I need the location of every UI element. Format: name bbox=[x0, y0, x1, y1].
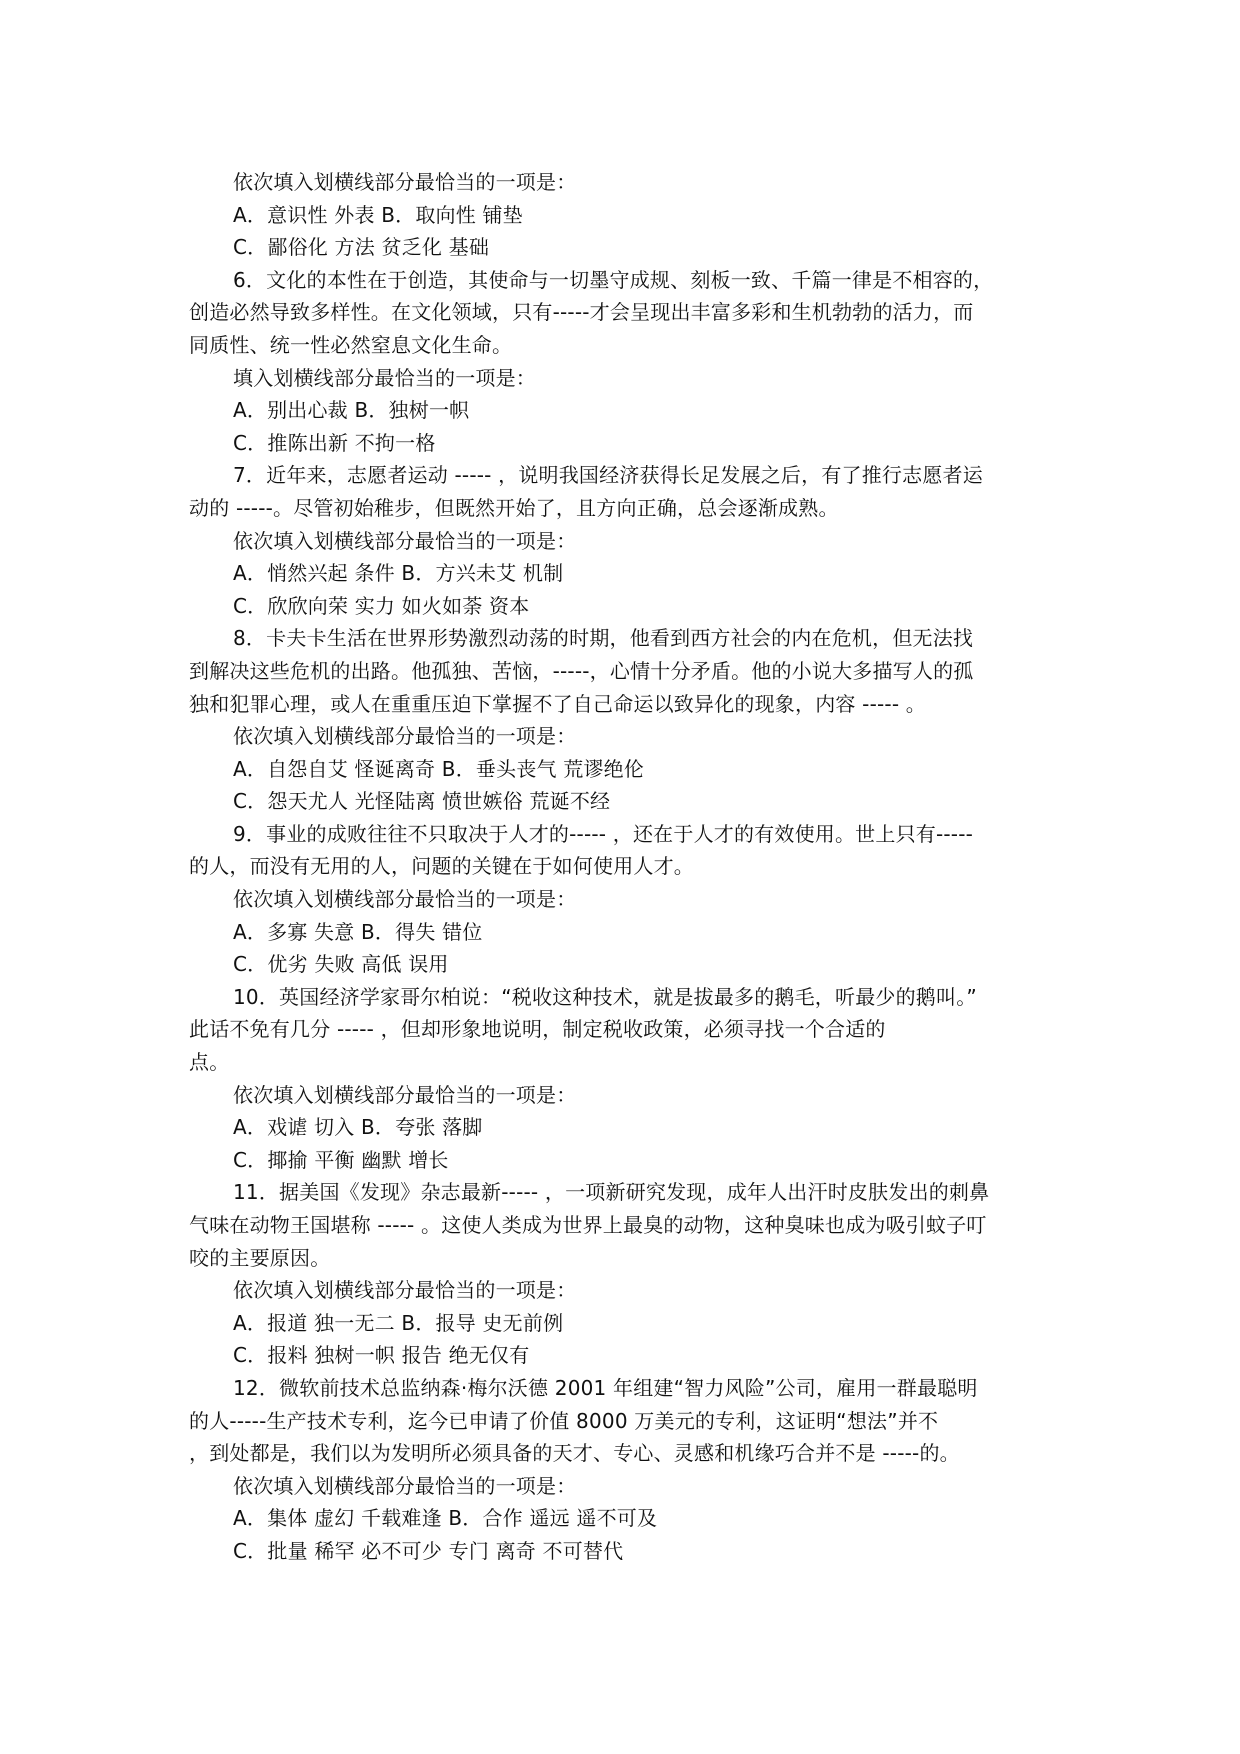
text-line: 填入划横线部分最恰当的一项是： bbox=[233, 365, 536, 390]
text-line: A．悄然兴起 条件 B．方兴未艾 机制 bbox=[233, 561, 564, 586]
text-line: 到解决这些危机的出路。他孤独、苦恼，-----，心情十分矛盾。他的小说大多描写人的孤 bbox=[189, 658, 974, 683]
text-line: 依次填入划横线部分最恰当的一项是： bbox=[233, 1082, 577, 1107]
text-line: 动的 -----。尽管初始稚步，但既然开始了，且方向正确，总会逐渐成熟。 bbox=[189, 495, 839, 520]
text-line: ，到处都是，我们以为发明所必须具备的天才、专心、灵感和机缘巧合并不是 -----的。 bbox=[189, 1441, 960, 1466]
text-line: C．推陈出新 不拘一格 bbox=[233, 430, 436, 455]
text-line: 同质性、统一性必然窒息文化生命。 bbox=[189, 332, 513, 357]
text-line: C．批量 稀罕 必不可少 专门 离奇 不可替代 bbox=[233, 1538, 624, 1563]
text-line: A．意识性 外表 B．取向性 铺垫 bbox=[233, 202, 523, 227]
text-line: A．集体 虚幻 千载难逢 B．合作 遥远 遥不可及 bbox=[233, 1506, 658, 1531]
text-line: 独和犯罪心理，或人在重重压迫下掌握不了自己命运以致异化的现象，内容 ----- 。 bbox=[189, 691, 926, 716]
text-line: C．报料 独树一帜 报告 绝无仅有 bbox=[233, 1343, 530, 1368]
text-line: C．揶揄 平衡 幽默 增长 bbox=[233, 1147, 449, 1172]
text-line: C．鄙俗化 方法 贫乏化 基础 bbox=[233, 235, 490, 260]
text-line: 10．英国经济学家哥尔柏说：“税收这种技术，就是拔最多的鹅毛，听最少的鹅叫。” bbox=[233, 984, 977, 1009]
text-line: 依次填入划横线部分最恰当的一项是： bbox=[233, 1473, 577, 1498]
text-line: 依次填入划横线部分最恰当的一项是： bbox=[233, 887, 577, 912]
text-line: 12．微软前技术总监纳森·梅尔沃德 2001 年组建“智力风险”公司，雇用一群最聪明 bbox=[233, 1375, 978, 1400]
text-line: A．戏谑 切入 B．夸张 落脚 bbox=[233, 1115, 483, 1140]
text-line: C．怨天尤人 光怪陆离 愤世嫉俗 荒诞不经 bbox=[233, 789, 611, 814]
text-line: C．优劣 失败 高低 误用 bbox=[233, 952, 449, 977]
text-line: 此话不免有几分 ----- ，但却形象地说明，制定税收政策，必须寻找一个合适的 bbox=[189, 1017, 886, 1042]
text-line: 的人，而没有无用的人，问题的关键在于如何使用人才。 bbox=[189, 854, 694, 879]
text-line: 11．据美国《发现》杂志最新----- ，一项新研究发现，成年人出汗时皮肤发出的刺鼻 bbox=[233, 1180, 990, 1205]
text-line: 依次填入划横线部分最恰当的一项是： bbox=[233, 528, 577, 553]
text-line: 依次填入划横线部分最恰当的一项是： bbox=[233, 170, 577, 194]
text-line: A．多寡 失意 B．得失 错位 bbox=[233, 919, 483, 944]
text-line: 的人-----生产技术专利，迄今已申请了价值 8000 万美元的专利，这证明“想法”并不 bbox=[189, 1408, 939, 1433]
text-line: 气味在动物王国堪称 ----- 。这使人类成为世界上最臭的动物，这种臭味也成为吸引蚊子叮 bbox=[189, 1213, 987, 1237]
text-line: 9．事业的成败往往不只取决于人才的----- ，还在于人才的有效使用。世上只有----- bbox=[233, 821, 974, 846]
document-page bbox=[189, 166, 1055, 1568]
text-line: A．报道 独一无二 B．报导 史无前例 bbox=[233, 1310, 564, 1335]
text-line: A．自怨自艾 怪诞离奇 B．垂头丧气 荒谬绝伦 bbox=[233, 756, 645, 781]
text-line: A．别出心裁 B．独树一帜 bbox=[233, 398, 470, 423]
text-line: 依次填入划横线部分最恰当的一项是： bbox=[233, 1278, 577, 1303]
text-line: 8．卡夫卡生活在世界形势激烈动荡的时期，他看到西方社会的内在危机，但无法找 bbox=[233, 626, 974, 651]
text-line: 7．近年来，志愿者运动 ----- ，说明我国经济获得长足发展之后，有了推行志愿者运 bbox=[233, 463, 983, 488]
text-line: 依次填入划横线部分最恰当的一项是： bbox=[233, 724, 577, 749]
text-line: 咬的主要原因。 bbox=[189, 1245, 331, 1270]
text-line: 点。 bbox=[189, 1050, 230, 1075]
text-line: 6．文化的本性在于创造，其使命与一切墨守成规、刻板一致、千篇一律是不相容的， bbox=[233, 267, 994, 292]
text-line: 创造必然导致多样性。在文化领域，只有-----才会呈现出丰富多彩和生机勃勃的活力，而 bbox=[189, 300, 974, 325]
text-line: C．欣欣向荣 实力 如火如荼 资本 bbox=[233, 593, 530, 618]
